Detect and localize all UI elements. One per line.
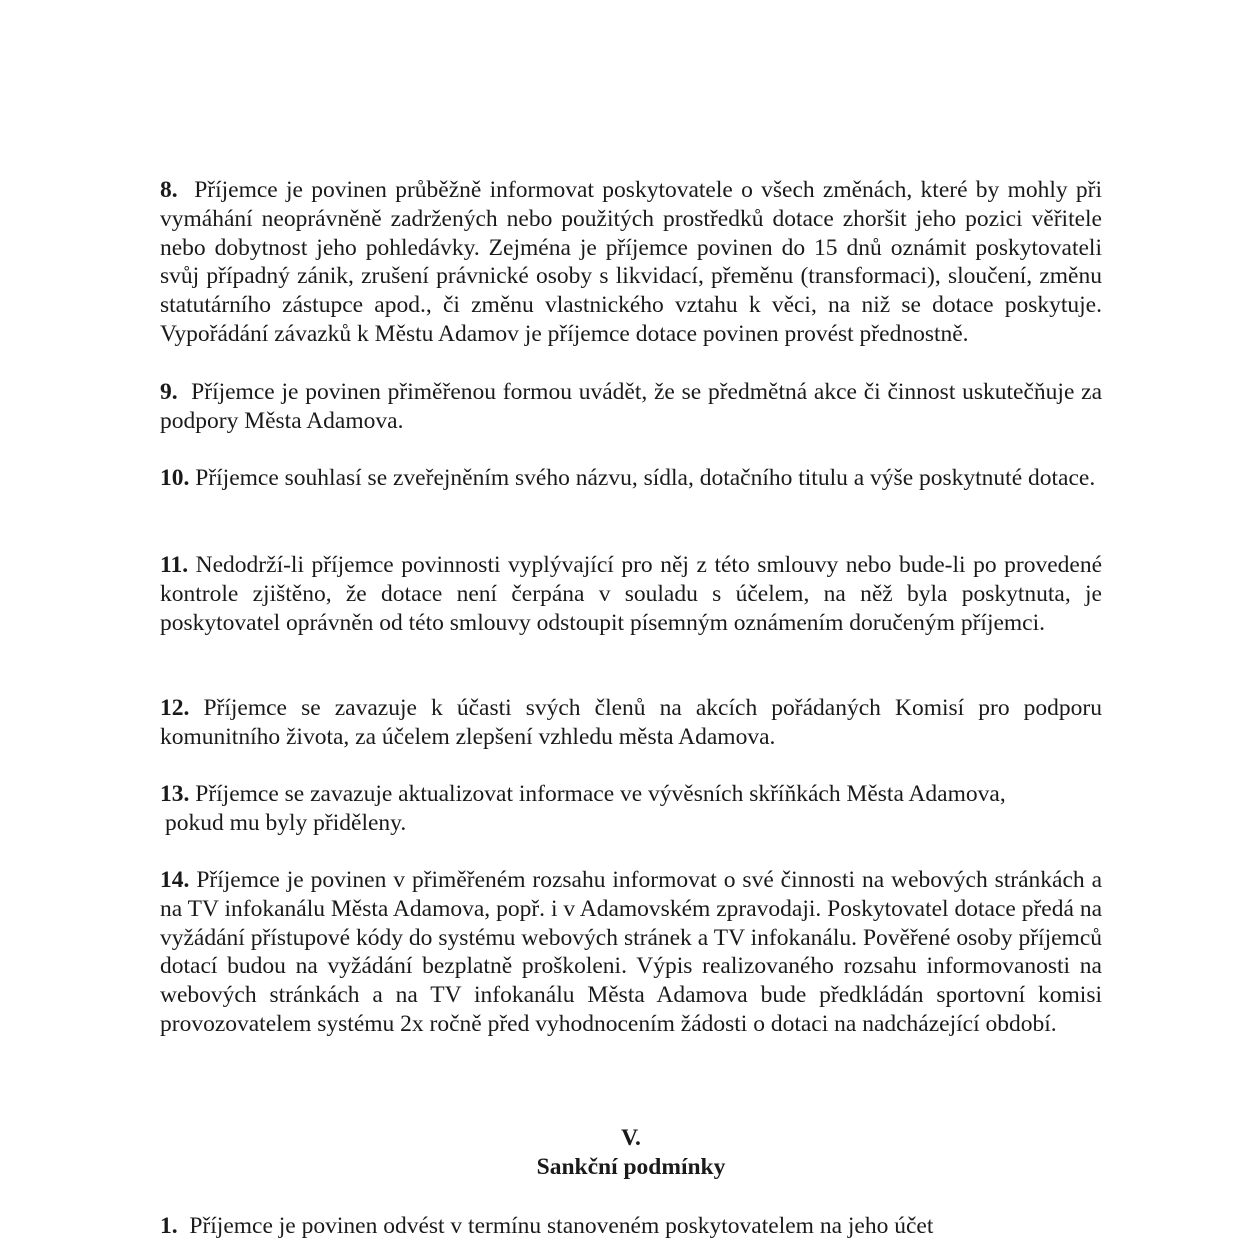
paragraph-text: Příjemce je povinen průběžně informovat poskytovatele o všech změnách, které by mohly při vymáhání neoprávněně zadržených nebo použitých prostředků dotace zhoršit jeho pozici věřitele nebo dobytnost jeho pohledávky. Zejména je příjemce povinen do 15 dnů oznámit poskytovateli svůj případný zánik, zrušení právnické osoby s likvidací, přeměnu (transformaci), sloučení, změnu statutárního zástupce apod., či změnu vlastnického vztahu k věci, na niž se dotace poskytuje. Vypořádání závazků k Městu Adamov je příjemce dotace povinen provést přednostně. bbox=[160, 177, 1103, 347]
paragraph-text: Příjemce je povinen odvést v termínu stanoveném poskytovatelem na jeho účet bbox=[189, 1213, 934, 1239]
paragraph-text-continuation: pokud mu byly přiděleny. bbox=[165, 809, 407, 836]
paragraph-14 bbox=[160, 866, 1102, 1039]
paragraph-8 bbox=[160, 176, 1102, 349]
paragraph-text: Příjemce se zavazuje k účasti svých členů na akcích pořádaných Komisí pro podporu komunitního života, za účelem zlepšení vzhledu města Adamova. bbox=[160, 695, 1102, 750]
paragraph-11 bbox=[160, 551, 1102, 637]
paragraph-number: 13. bbox=[160, 781, 190, 807]
section-number: V. bbox=[621, 1125, 641, 1151]
paragraph-number: 8. bbox=[160, 177, 178, 203]
paragraph-number: 11. bbox=[160, 552, 189, 578]
paragraph-number: 14. bbox=[160, 867, 190, 893]
paragraph-text: Příjemce je povinen přiměřenou formou uvádět, že se předmětná akce či činnost uskutečňuje za podpory Města Adamova. bbox=[160, 379, 1103, 434]
section-paragraph-1 bbox=[160, 1212, 1102, 1241]
paragraph-text: Příjemce souhlasí se zveřejněním svého názvu, sídla, dotačního titulu a výše poskytnuté dotace. bbox=[195, 465, 1096, 491]
paragraph-text: Příjemce se zavazuje aktualizovat informace ve vývěsních skříňkách Města Adamova, bbox=[195, 781, 1006, 807]
paragraph-13 bbox=[160, 780, 1102, 838]
paragraph-number: 12. bbox=[160, 695, 190, 721]
paragraph-12 bbox=[160, 694, 1102, 752]
paragraph-number: 10. bbox=[160, 465, 190, 491]
paragraph-text: Příjemce je povinen v přiměřeném rozsahu informovat o své činnosti na webových stránkách a na TV infokanálu Města Adamova, popř. i v Adamovském zpravodaji. Poskytovatel dotace předá na vyžádání přístupové kódy do systému webových stránek a TV infokanálu. Pověřené osoby příjemců dotací budou na vyžádání bezplatně proškoleni. Výpis realizovaného rozsahu informovanosti na webových stránkách a na TV infokanálu Města Adamova bude předkládán sportovní komisi provozovatelem systému 2x ročně před vyhodnocením žádosti o dotaci na nadcházející období. bbox=[160, 867, 1103, 1037]
paragraph-number: 1. bbox=[160, 1213, 178, 1239]
section-title: Sankční podmínky bbox=[536, 1154, 726, 1180]
paragraph-text: Nedodrží-li příjemce povinnosti vyplývající pro něj z této smlouvy nebo bude-li po provedené kontrole zjištěno, že dotace není čerpána v souladu s účelem, na něž byla poskytnuta, je poskytovatel oprávněn od této smlouvy odstoupit písemným oznámením doručeným příjemci. bbox=[160, 552, 1103, 636]
paragraph-number: 9. bbox=[160, 379, 178, 405]
paragraph-10 bbox=[160, 464, 1102, 493]
paragraph-9 bbox=[160, 378, 1102, 436]
